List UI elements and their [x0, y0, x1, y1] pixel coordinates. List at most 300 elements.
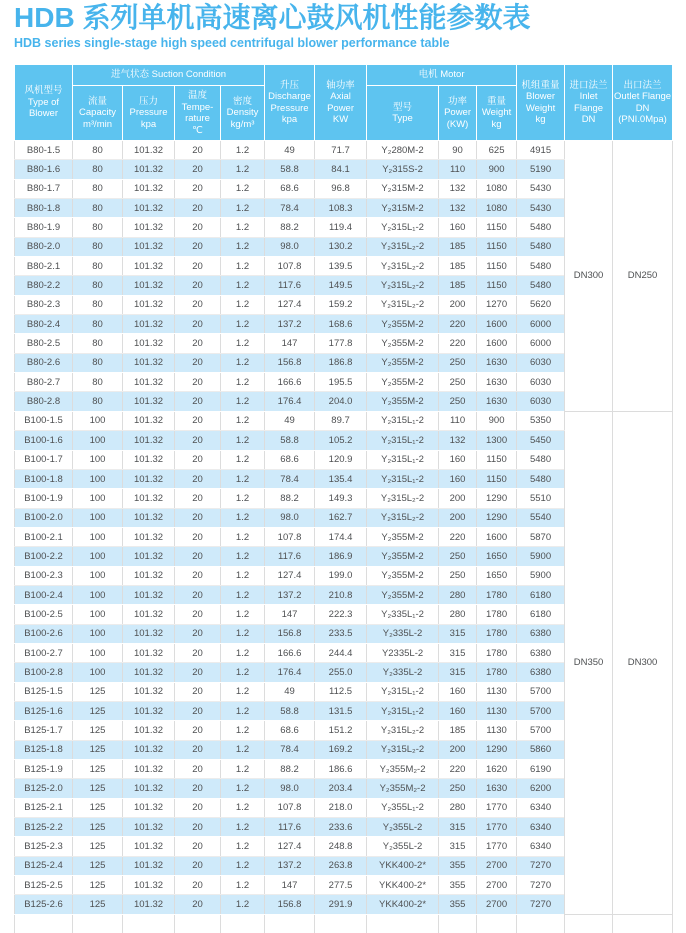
- cell-temperature: 20: [175, 837, 221, 856]
- cell-pressure: 101.32: [123, 450, 175, 469]
- cell-motor-type: Y₂315L₂-2: [367, 721, 439, 740]
- cell-motor-type: Y₂355M-2: [367, 392, 439, 411]
- cell-axial-power: 159.2: [315, 295, 367, 314]
- cell-axial-power: 186.9: [315, 547, 367, 566]
- cell-density: 1.2: [221, 295, 265, 314]
- cell-axial-power: 263.8: [315, 856, 367, 875]
- cell-motor-power: 250: [439, 353, 477, 372]
- cell-blower-weight: 5540: [517, 508, 565, 527]
- cell-axial-power: 84.1: [315, 160, 367, 179]
- cell-capacity: 125: [73, 856, 123, 875]
- cell-blower-weight: 5430: [517, 199, 565, 218]
- cell-temperature: 20: [175, 701, 221, 720]
- table-row: [15, 411, 673, 430]
- cell-density: 1.2: [221, 605, 265, 624]
- cell-motor-weight: 900: [477, 411, 517, 430]
- cell-motor-weight: 1600: [477, 527, 517, 546]
- cell-motor-power: 250: [439, 392, 477, 411]
- cell-motor-type: Y₂315M-2: [367, 179, 439, 198]
- cell-inlet-flange: DN350: [565, 411, 613, 914]
- cell-motor-weight: 1780: [477, 663, 517, 682]
- cell-density: 1.2: [221, 682, 265, 701]
- cell-motor-power: 280: [439, 798, 477, 817]
- cell-axial-power: 71.7: [315, 141, 367, 160]
- cell-motor-type: Y₂355L-2: [367, 837, 439, 856]
- cell-density: 1.2: [221, 527, 265, 546]
- cell-blower-weight: 6190: [517, 760, 565, 779]
- cell-motor-weight: 1630: [477, 373, 517, 392]
- cell-density: 1.2: [221, 257, 265, 276]
- cell-blower-weight: 6340: [517, 837, 565, 856]
- cell-axial-power: 105.2: [315, 431, 367, 450]
- cell-motor-type: YKK400-2*: [367, 876, 439, 895]
- cell-motor-type: Y₂315L₁-2: [367, 701, 439, 720]
- cell-temperature: 20: [175, 373, 221, 392]
- header-motor-group: 电机 Motor: [367, 65, 517, 86]
- cell-motor-type: YKK400-2*: [367, 895, 439, 914]
- cell-motor-weight: 2700: [477, 876, 517, 895]
- cell-pressure: 101.32: [123, 643, 175, 662]
- cell-axial-power: 149.5: [315, 276, 367, 295]
- cell-model: B80-2.2: [15, 276, 73, 295]
- cell-discharge-pressure: 137.2: [265, 856, 315, 875]
- cell-model: B80-2.4: [15, 315, 73, 334]
- cell-motor-weight: 1290: [477, 740, 517, 759]
- cell-motor-weight: 2700: [477, 856, 517, 875]
- cell-axial-power: 162.7: [315, 508, 367, 527]
- cell-blower-weight: 5480: [517, 276, 565, 295]
- cell-motor-type: Y₂280M-2: [367, 141, 439, 160]
- cell-pressure: 101.32: [123, 566, 175, 585]
- cell-blower-weight: 7270: [517, 876, 565, 895]
- cell-discharge-pressure: 127.4: [265, 837, 315, 856]
- cell-discharge-pressure: 176.4: [265, 663, 315, 682]
- cell-motor-type: Y₂315L₁-2: [367, 218, 439, 237]
- cell-motor-weight: 1630: [477, 392, 517, 411]
- header-suction-condition-group: 进气状态 Suction Condition: [73, 65, 265, 86]
- cell-motor-weight: 1080: [477, 199, 517, 218]
- cell-blower-weight: 5620: [517, 295, 565, 314]
- cell-pressure: 101.32: [123, 411, 175, 430]
- cell-discharge-pressure: 49: [265, 411, 315, 430]
- cell-motor-power: 132: [439, 431, 477, 450]
- cell-blower-weight: 5480: [517, 469, 565, 488]
- cell-model: B125-2.6: [15, 895, 73, 914]
- cell-temperature: 20: [175, 179, 221, 198]
- cell-pressure: 101.32: [123, 508, 175, 527]
- cell-axial-power: 120.9: [315, 450, 367, 469]
- cell-motor-weight: 1600: [477, 315, 517, 334]
- cell-density: 1.2: [221, 431, 265, 450]
- cell-blower-weight: 5900: [517, 566, 565, 585]
- cell-motor-type: Y₂315L₂-2: [367, 257, 439, 276]
- cell-capacity: 125: [73, 701, 123, 720]
- cell-capacity: 80: [73, 392, 123, 411]
- cell-capacity: 125: [73, 682, 123, 701]
- cell-density: 1.2: [221, 353, 265, 372]
- cell-motor-type: Y₂315L₁-2: [367, 450, 439, 469]
- cell-capacity: 80: [73, 257, 123, 276]
- cell-temperature: 20: [175, 353, 221, 372]
- cell-motor-weight: 1130: [477, 721, 517, 740]
- cell-capacity: 125: [73, 798, 123, 817]
- header-motor-power: 功率 Power (KW): [439, 86, 477, 141]
- cell-motor-type: Y₂355M-2: [367, 334, 439, 353]
- cell-model: B100-2.8: [15, 663, 73, 682]
- cell-model: B125-2.0: [15, 779, 73, 798]
- cell-motor-weight: 1150: [477, 218, 517, 237]
- cell-temperature: 20: [175, 585, 221, 604]
- cell-density: 1.2: [221, 856, 265, 875]
- cell-discharge-pressure: 147: [265, 334, 315, 353]
- cell-capacity: 100: [73, 663, 123, 682]
- table-row-clipped: [15, 914, 673, 933]
- cell-blower-weight: 6180: [517, 585, 565, 604]
- cell-motor-weight: 1290: [477, 508, 517, 527]
- cell-discharge-pressure: 107.8: [265, 798, 315, 817]
- performance-table: [14, 64, 673, 933]
- cell-temperature: 20: [175, 779, 221, 798]
- cell-motor-type: Y2335L-2: [367, 643, 439, 662]
- cell-model: B100-1.8: [15, 469, 73, 488]
- cell-temperature: 20: [175, 760, 221, 779]
- cell-temperature: 20: [175, 431, 221, 450]
- cell-blower-weight: 5700: [517, 682, 565, 701]
- cell-blower-weight: 6000: [517, 315, 565, 334]
- cell-blower-weight: 5480: [517, 257, 565, 276]
- cell-model: B125-2.1: [15, 798, 73, 817]
- table-row: [15, 141, 673, 160]
- cell-axial-power: 186.8: [315, 353, 367, 372]
- cell-motor-power: 355: [439, 876, 477, 895]
- cell-axial-power: 199.0: [315, 566, 367, 585]
- cell-axial-power: 130.2: [315, 237, 367, 256]
- page-title: HDB 系列单机高速离心鼓风机性能参数表: [14, 2, 531, 33]
- header-outlet-flange: 出口法兰 Outlet Flange DN (PNI.0Mpa): [613, 65, 673, 141]
- cell-capacity: 80: [73, 179, 123, 198]
- cell-temperature: 20: [175, 334, 221, 353]
- cell-capacity: 80: [73, 141, 123, 160]
- cell-clipped: [565, 914, 613, 933]
- cell-density: 1.2: [221, 876, 265, 895]
- cell-clipped: [15, 914, 73, 933]
- cell-capacity: 125: [73, 779, 123, 798]
- cell-motor-type: Y₂315L₂-2: [367, 295, 439, 314]
- cell-discharge-pressure: 58.8: [265, 701, 315, 720]
- cell-temperature: 20: [175, 798, 221, 817]
- cell-clipped: [221, 914, 265, 933]
- cell-capacity: 100: [73, 643, 123, 662]
- header-motor-weight: 重量 Weight kg: [477, 86, 517, 141]
- cell-temperature: 20: [175, 199, 221, 218]
- cell-pressure: 101.32: [123, 895, 175, 914]
- cell-model: B125-1.8: [15, 740, 73, 759]
- cell-density: 1.2: [221, 218, 265, 237]
- cell-axial-power: 96.8: [315, 179, 367, 198]
- cell-motor-type: Y₂355M-2: [367, 566, 439, 585]
- cell-model: B80-2.3: [15, 295, 73, 314]
- cell-motor-type: Y₂335L-2: [367, 624, 439, 643]
- cell-pressure: 101.32: [123, 605, 175, 624]
- cell-model: B100-1.6: [15, 431, 73, 450]
- cell-motor-weight: 1600: [477, 334, 517, 353]
- cell-pressure: 101.32: [123, 489, 175, 508]
- header-discharge-pressure: 升压 Discharge Pressure kpa: [265, 65, 315, 141]
- cell-axial-power: 233.6: [315, 818, 367, 837]
- cell-motor-type: Y₂355M-2: [367, 353, 439, 372]
- cell-density: 1.2: [221, 798, 265, 817]
- cell-motor-power: 355: [439, 895, 477, 914]
- cell-pressure: 101.32: [123, 353, 175, 372]
- cell-axial-power: 174.4: [315, 527, 367, 546]
- cell-motor-weight: 1150: [477, 276, 517, 295]
- cell-temperature: 20: [175, 276, 221, 295]
- header-inlet-flange: 进口法兰 Inlet Flange DN: [565, 65, 613, 141]
- cell-motor-weight: 1080: [477, 179, 517, 198]
- cell-motor-power: 315: [439, 837, 477, 856]
- cell-capacity: 100: [73, 624, 123, 643]
- cell-axial-power: 112.5: [315, 682, 367, 701]
- cell-temperature: 20: [175, 257, 221, 276]
- cell-motor-type: Y₂335L₁-2: [367, 605, 439, 624]
- cell-model: B100-2.5: [15, 605, 73, 624]
- cell-density: 1.2: [221, 373, 265, 392]
- cell-density: 1.2: [221, 469, 265, 488]
- cell-motor-type: Y₂355M₂-2: [367, 779, 439, 798]
- cell-model: B100-2.4: [15, 585, 73, 604]
- cell-discharge-pressure: 117.6: [265, 547, 315, 566]
- cell-blower-weight: 6380: [517, 643, 565, 662]
- cell-discharge-pressure: 78.4: [265, 740, 315, 759]
- cell-capacity: 100: [73, 547, 123, 566]
- cell-axial-power: 277.5: [315, 876, 367, 895]
- cell-blower-weight: 6030: [517, 373, 565, 392]
- cell-motor-type: YKK400-2*: [367, 856, 439, 875]
- cell-clipped: [367, 914, 439, 933]
- cell-temperature: 20: [175, 856, 221, 875]
- cell-capacity: 100: [73, 411, 123, 430]
- cell-discharge-pressure: 117.6: [265, 818, 315, 837]
- cell-capacity: 80: [73, 218, 123, 237]
- cell-density: 1.2: [221, 895, 265, 914]
- cell-motor-weight: 900: [477, 160, 517, 179]
- cell-pressure: 101.32: [123, 315, 175, 334]
- cell-pressure: 101.32: [123, 257, 175, 276]
- cell-clipped: [315, 914, 367, 933]
- cell-capacity: 80: [73, 199, 123, 218]
- cell-motor-power: 160: [439, 450, 477, 469]
- cell-temperature: 20: [175, 508, 221, 527]
- cell-motor-type: Y₂355M-2: [367, 527, 439, 546]
- cell-motor-type: Y₂355L₁-2: [367, 798, 439, 817]
- cell-discharge-pressure: 58.8: [265, 431, 315, 450]
- cell-capacity: 80: [73, 353, 123, 372]
- cell-density: 1.2: [221, 411, 265, 430]
- cell-motor-weight: 1290: [477, 489, 517, 508]
- cell-pressure: 101.32: [123, 624, 175, 643]
- cell-motor-power: 280: [439, 605, 477, 624]
- cell-blower-weight: 5860: [517, 740, 565, 759]
- cell-model: B125-2.2: [15, 818, 73, 837]
- cell-pressure: 101.32: [123, 469, 175, 488]
- cell-motor-power: 160: [439, 682, 477, 701]
- cell-pressure: 101.32: [123, 837, 175, 856]
- cell-discharge-pressure: 117.6: [265, 276, 315, 295]
- cell-motor-weight: 1770: [477, 798, 517, 817]
- cell-density: 1.2: [221, 315, 265, 334]
- cell-model: B125-1.7: [15, 721, 73, 740]
- header-blower-weight: 机组重量 Blower Weight kg: [517, 65, 565, 141]
- cell-capacity: 100: [73, 605, 123, 624]
- cell-model: B80-1.8: [15, 199, 73, 218]
- cell-temperature: 20: [175, 141, 221, 160]
- cell-blower-weight: 5450: [517, 431, 565, 450]
- cell-motor-weight: 1270: [477, 295, 517, 314]
- cell-motor-power: 185: [439, 276, 477, 295]
- cell-blower-weight: 5430: [517, 179, 565, 198]
- cell-capacity: 125: [73, 760, 123, 779]
- cell-axial-power: 119.4: [315, 218, 367, 237]
- cell-density: 1.2: [221, 334, 265, 353]
- cell-motor-power: 315: [439, 643, 477, 662]
- cell-axial-power: 168.6: [315, 315, 367, 334]
- cell-discharge-pressure: 68.6: [265, 450, 315, 469]
- cell-motor-power: 185: [439, 721, 477, 740]
- cell-model: B100-2.0: [15, 508, 73, 527]
- cell-density: 1.2: [221, 624, 265, 643]
- cell-discharge-pressure: 68.6: [265, 179, 315, 198]
- cell-motor-power: 355: [439, 856, 477, 875]
- cell-model: B125-1.6: [15, 701, 73, 720]
- cell-blower-weight: 5510: [517, 489, 565, 508]
- cell-pressure: 101.32: [123, 798, 175, 817]
- cell-discharge-pressure: 107.8: [265, 527, 315, 546]
- cell-axial-power: 222.3: [315, 605, 367, 624]
- cell-model: B80-2.7: [15, 373, 73, 392]
- cell-discharge-pressure: 98.0: [265, 779, 315, 798]
- cell-blower-weight: 6180: [517, 605, 565, 624]
- cell-capacity: 125: [73, 721, 123, 740]
- cell-blower-weight: 6200: [517, 779, 565, 798]
- title-block: [14, 2, 674, 50]
- cell-temperature: 20: [175, 295, 221, 314]
- cell-blower-weight: 6340: [517, 798, 565, 817]
- cell-motor-weight: 1780: [477, 605, 517, 624]
- cell-blower-weight: 7270: [517, 895, 565, 914]
- cell-motor-power: 185: [439, 237, 477, 256]
- cell-density: 1.2: [221, 450, 265, 469]
- cell-capacity: 125: [73, 740, 123, 759]
- cell-blower-weight: 6380: [517, 624, 565, 643]
- cell-motor-power: 315: [439, 663, 477, 682]
- cell-density: 1.2: [221, 585, 265, 604]
- cell-capacity: 100: [73, 566, 123, 585]
- cell-pressure: 101.32: [123, 682, 175, 701]
- cell-pressure: 101.32: [123, 527, 175, 546]
- cell-motor-power: 280: [439, 585, 477, 604]
- cell-capacity: 80: [73, 237, 123, 256]
- cell-density: 1.2: [221, 489, 265, 508]
- cell-axial-power: 151.2: [315, 721, 367, 740]
- cell-motor-type: Y₂315L₂-2: [367, 740, 439, 759]
- cell-motor-weight: 1620: [477, 760, 517, 779]
- cell-blower-weight: 5700: [517, 701, 565, 720]
- cell-density: 1.2: [221, 199, 265, 218]
- cell-pressure: 101.32: [123, 218, 175, 237]
- cell-density: 1.2: [221, 818, 265, 837]
- cell-temperature: 20: [175, 160, 221, 179]
- cell-blower-weight: 6030: [517, 392, 565, 411]
- cell-model: B80-1.6: [15, 160, 73, 179]
- cell-capacity: 100: [73, 508, 123, 527]
- cell-motor-type: Y₂315S-2: [367, 160, 439, 179]
- cell-motor-type: Y₂335L-2: [367, 663, 439, 682]
- cell-discharge-pressure: 166.6: [265, 643, 315, 662]
- cell-model: B100-2.3: [15, 566, 73, 585]
- cell-blower-weight: 6000: [517, 334, 565, 353]
- cell-motor-weight: 1780: [477, 643, 517, 662]
- cell-clipped: [73, 914, 123, 933]
- cell-discharge-pressure: 127.4: [265, 566, 315, 585]
- cell-motor-type: Y₂315L₁-2: [367, 682, 439, 701]
- cell-motor-type: Y₂315L₂-2: [367, 237, 439, 256]
- cell-temperature: 20: [175, 682, 221, 701]
- cell-motor-weight: 1150: [477, 237, 517, 256]
- cell-model: B125-2.4: [15, 856, 73, 875]
- cell-axial-power: 131.5: [315, 701, 367, 720]
- cell-discharge-pressure: 156.8: [265, 624, 315, 643]
- cell-density: 1.2: [221, 547, 265, 566]
- header-density: 密度 Density kg/m³: [221, 86, 265, 141]
- cell-pressure: 101.32: [123, 779, 175, 798]
- cell-model: B125-1.9: [15, 760, 73, 779]
- cell-temperature: 20: [175, 818, 221, 837]
- cell-motor-weight: 1650: [477, 566, 517, 585]
- cell-pressure: 101.32: [123, 334, 175, 353]
- cell-pressure: 101.32: [123, 876, 175, 895]
- cell-capacity: 100: [73, 527, 123, 546]
- cell-model: B80-2.5: [15, 334, 73, 353]
- cell-pressure: 101.32: [123, 721, 175, 740]
- cell-axial-power: 203.4: [315, 779, 367, 798]
- cell-temperature: 20: [175, 527, 221, 546]
- cell-model: B125-2.5: [15, 876, 73, 895]
- cell-pressure: 101.32: [123, 179, 175, 198]
- cell-density: 1.2: [221, 663, 265, 682]
- cell-axial-power: 177.8: [315, 334, 367, 353]
- cell-motor-power: 132: [439, 199, 477, 218]
- cell-axial-power: 195.5: [315, 373, 367, 392]
- cell-pressure: 101.32: [123, 663, 175, 682]
- cell-discharge-pressure: 147: [265, 876, 315, 895]
- cell-discharge-pressure: 78.4: [265, 469, 315, 488]
- cell-blower-weight: 5700: [517, 721, 565, 740]
- cell-motor-power: 160: [439, 701, 477, 720]
- header-pressure: 压力 Pressure kpa: [123, 86, 175, 141]
- cell-temperature: 20: [175, 876, 221, 895]
- cell-pressure: 101.32: [123, 141, 175, 160]
- cell-model: B80-2.6: [15, 353, 73, 372]
- cell-temperature: 20: [175, 566, 221, 585]
- cell-capacity: 100: [73, 469, 123, 488]
- cell-pressure: 101.32: [123, 199, 175, 218]
- cell-temperature: 20: [175, 740, 221, 759]
- cell-temperature: 20: [175, 392, 221, 411]
- cell-density: 1.2: [221, 643, 265, 662]
- cell-motor-type: Y₂315L₂-2: [367, 489, 439, 508]
- cell-model: B80-2.1: [15, 257, 73, 276]
- cell-pressure: 101.32: [123, 760, 175, 779]
